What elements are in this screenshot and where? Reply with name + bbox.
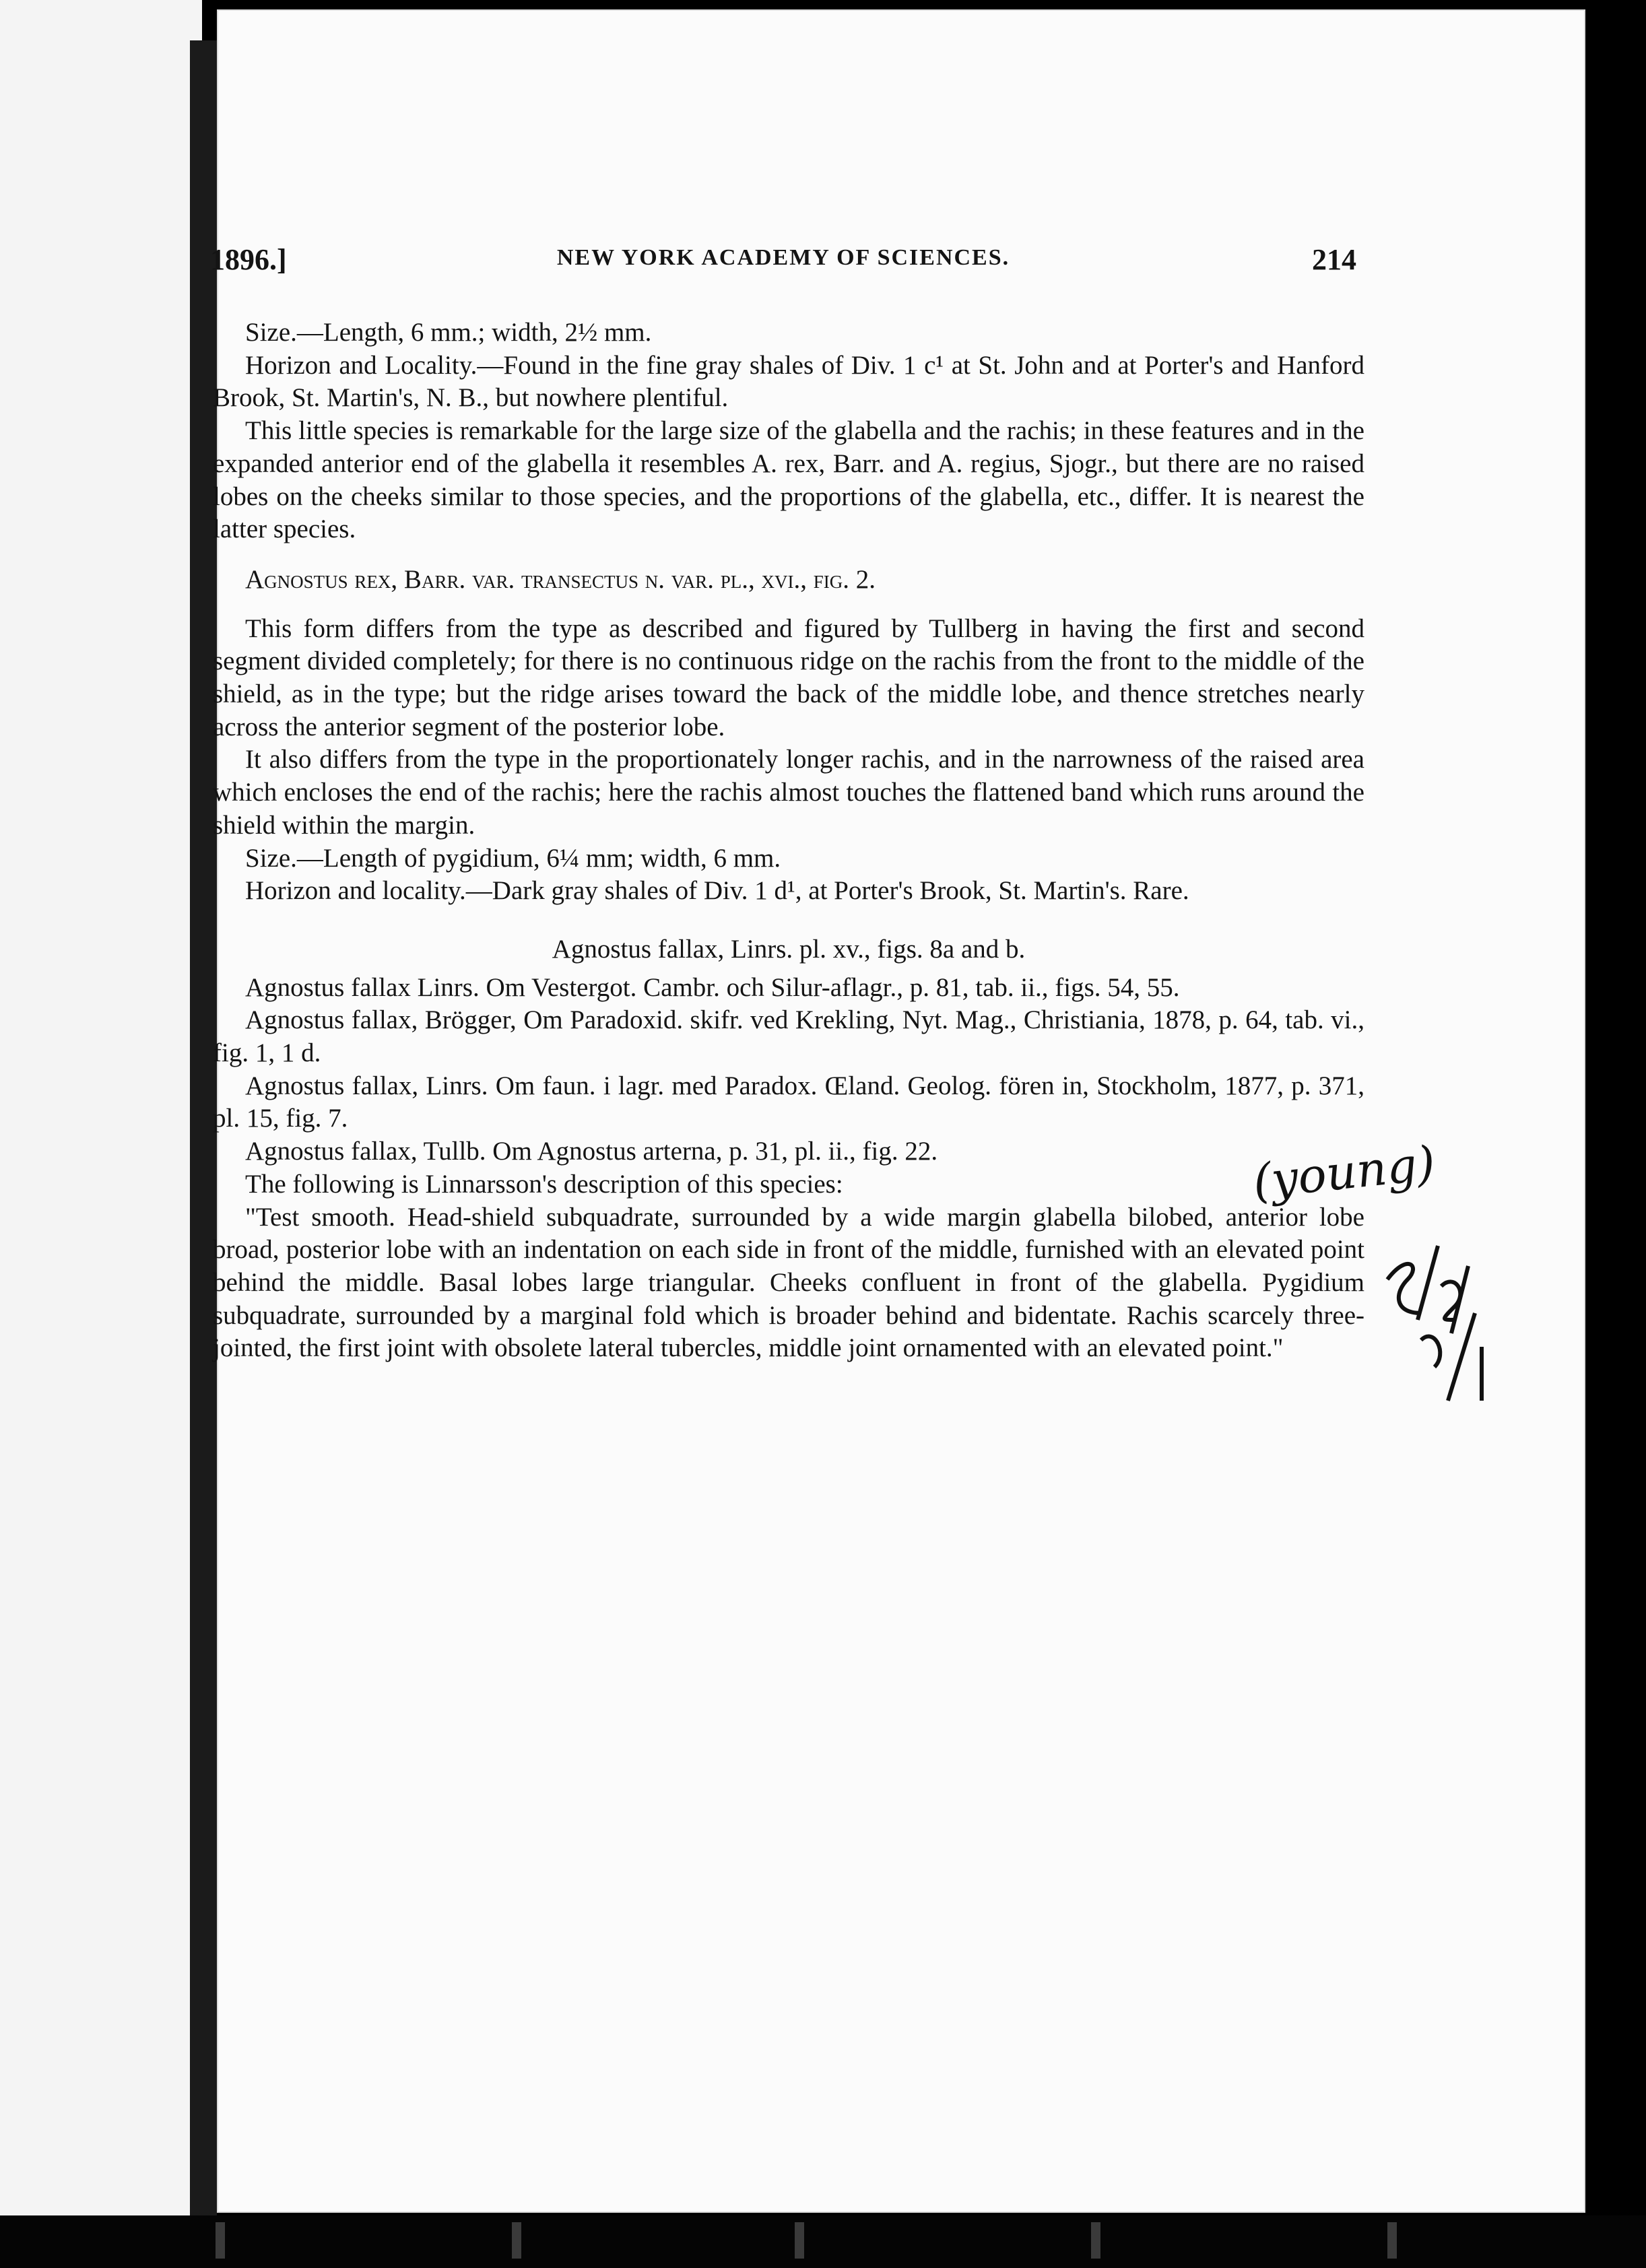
header-year: 1896.]: [210, 243, 287, 276]
synonymy-1: Agnostus fallax Linrs. Om Vestergot. Cambr. och Silur-aflagr., p. 81, tab. ii., figs. 54, 55.: [245, 972, 1180, 1002]
paragraph-horizon-locality: Horizon and locality.—Dark gray shales of Div. 1 d¹, at Porter's Brook, St. Martin's. Rare.: [245, 876, 1189, 906]
scan-left-margin: [0, 0, 202, 2215]
paragraph-size: Size.—Length, 6 mm.; width, 2½ mm.: [245, 318, 652, 347]
handwritten-note-young: (young): [1250, 1135, 1438, 1209]
body-text: [213, 316, 1364, 1365]
paragraph-species-remark: This little species is remarkable for the large size of the glabella and the rachis; in these features and in the expanded anterior end of the glabella it resembles A. rex, Barr. and A. regius, Sjogr., but there are no raised lobes on the cheeks similar to those species, and the proportions of the glabella, etc., differ. It is nearest the latter species.: [213, 416, 1364, 544]
paragraph-quote: "Test smooth. Head-shield subquadrate, surrounded by a wide margin glabella bilobed, anterior lobe broad, posterior lobe with an indentation on each side in front of the middle, furnished with an elevated point behind the middle. Basal lobes large triangular. Cheeks confluent in front of the glabella. Pygidium subquadrate, surrounded by a marginal fold which is broader behind and bidentate. Rachis scarcely three-jointed, the first joint with obsolete lateral tubercles, middle joint ornamented with an elevated point.": [213, 1202, 1364, 1363]
synonymy-3: Agnostus fallax, Linrs. Om faun. i lagr. med Paradox. Œland. Geolog. fören in, Stockholm, 1877, p. 371, pl. 15, fig. 7.: [213, 1071, 1364, 1133]
paragraph-horizon: Horizon and Locality.—Found in the fine gray shales of Div. 1 c¹ at St. John and at Porter's and Hanford Brook, St. Martin's, N. B., but nowhere plentiful.: [213, 350, 1364, 413]
handwritten-note-fraction: [1381, 1239, 1515, 1414]
scan-mark: [795, 2222, 804, 2259]
heading-agnostus-rex: Agnostus rex, Barr. var. transectus n. var. pl., xvi., fig. 2.: [245, 564, 876, 594]
synonymy-4: Agnostus fallax, Tullb. Om Agnostus arterna, p. 31, pl. ii., fig. 22.: [245, 1137, 938, 1166]
scan-mark: [1387, 2222, 1397, 2259]
page-number: 214: [1312, 243, 1356, 276]
handwritten-fraction-strokes: [1381, 1239, 1515, 1414]
running-head: [210, 242, 1356, 283]
scan-mark: [1091, 2222, 1100, 2259]
paragraph-size-pygidium: Size.—Length of pygidium, 6¼ mm; width, 6 mm.: [245, 843, 781, 873]
scan-mark: [216, 2222, 225, 2259]
paragraph-following: The following is Linnarsson's description of this species:: [245, 1169, 843, 1199]
paragraph-form-differs: This form differs from the type as described and figured by Tullberg in having the first and second segment divided completely; for there is no continuous ridge on the rachis from the front to the middle of the shield, as in the type; but the ridge arises toward the back of the middle lobe, and thence stretches nearly across the anterior segment of the posterior lobe.: [213, 613, 1364, 741]
header-title: NEW YORK ACADEMY OF SCIENCES.: [556, 245, 1010, 270]
scan-mark: [512, 2222, 521, 2259]
scan-bottom-border: [0, 2215, 1646, 2268]
paragraph-also-differs: It also differs from the type in the proportionately longer rachis, and in the narrowness of the raised area which encloses the end of the rachis; here the rachis almost touches the flattened band which runs around the shield within the margin.: [213, 745, 1364, 840]
heading-agnostus-fallax: Agnostus fallax, Linrs. pl. xv., figs. 8a and b.: [552, 934, 1026, 964]
synonymy-2: Agnostus fallax, Brögger, Om Paradoxid. skifr. ved Krekling, Nyt. Mag., Christiania, 1878, p. 64, tab. vi., fig. 1, 1 d.: [213, 1005, 1364, 1068]
